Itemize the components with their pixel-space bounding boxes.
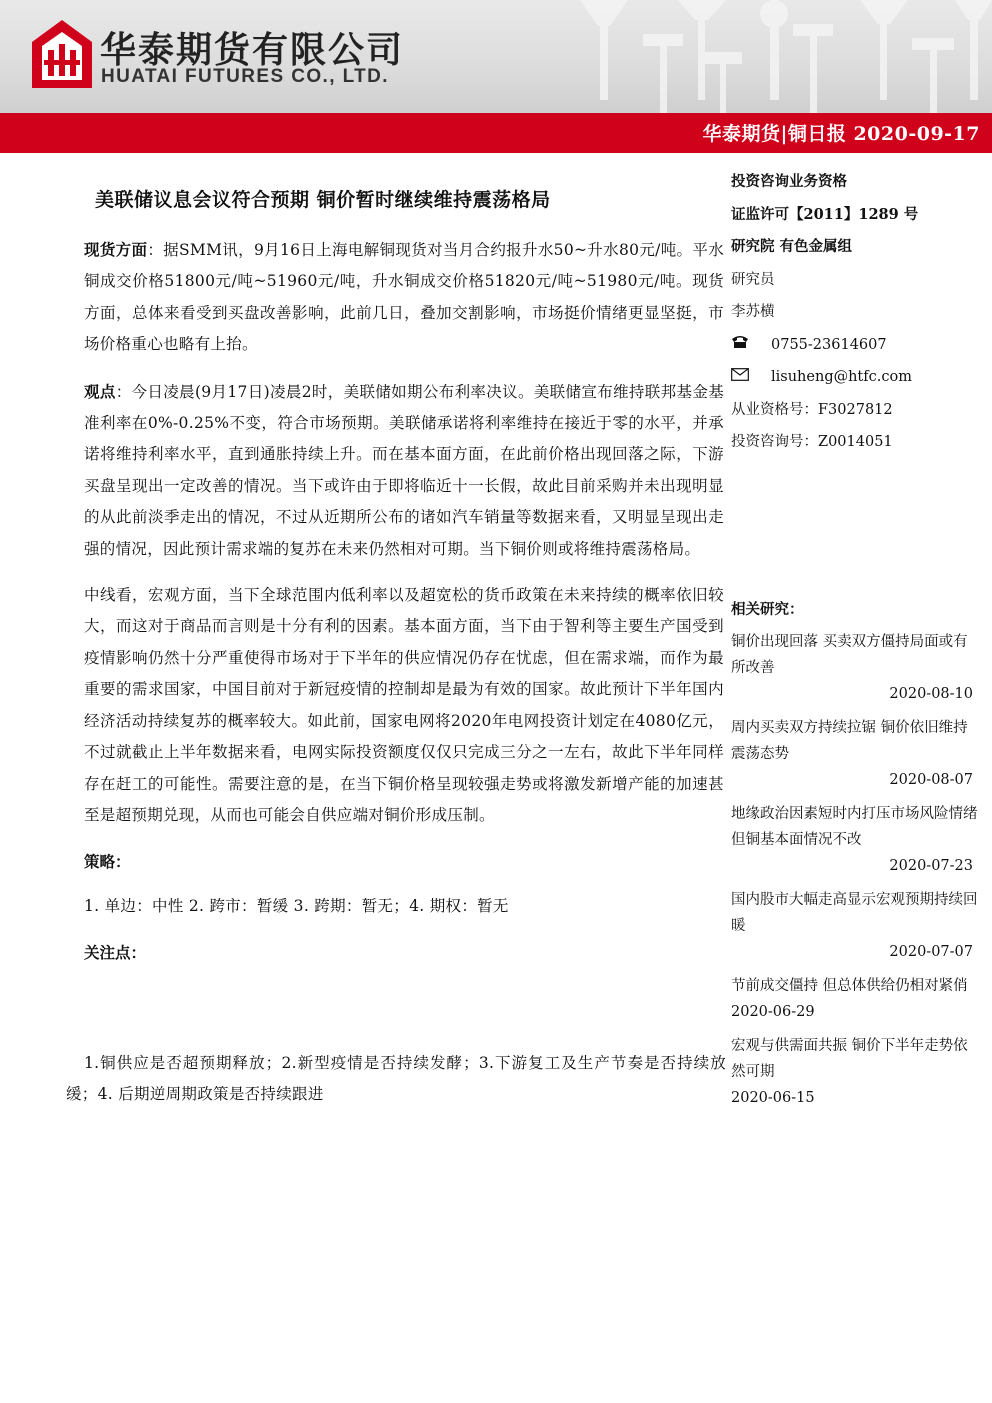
related-item-title[interactable]: 节前成交僵持 但总体供给仍相对紧俏 <box>731 978 968 994</box>
email-address[interactable]: lisuheng@htfc.com <box>771 369 912 385</box>
related-item[interactable] <box>731 715 981 793</box>
related-item-title[interactable]: 国内股市大幅走高显示宏观预期持续回暖 <box>731 892 978 934</box>
related-item-date: 2020-06-15 <box>731 1090 815 1106</box>
institute-name: 研究院 有色金属组 <box>731 238 853 255</box>
spot-text: ：据SMM讯，9月16日上海电解铜现货对当月合约报升水50~升水80元/吨。平水铜成交价格51800元/吨~51960元/吨，升水铜成交价格51820元/吨~51980元/吨。现货方面，总体来看受到买盘改善影响，此前几日，叠加交割影响，市场挺价情绪更显坚挺，市场价格重心也略有上抬。 <box>84 241 725 354</box>
license-number: 从业资格号：F3027812 <box>731 401 893 418</box>
page-header <box>0 0 992 113</box>
related-item-title[interactable]: 宏观与供需面共振 铜价下半年走势依然可期 <box>731 1038 968 1080</box>
related-item[interactable] <box>731 629 981 707</box>
phone-number: 0755-23614607 <box>771 336 887 353</box>
focus-block <box>66 1048 726 1111</box>
phone-icon <box>731 329 771 362</box>
sidebar <box>731 166 981 459</box>
spot-label: 现货方面 <box>84 240 148 259</box>
main-content <box>84 234 724 968</box>
strategy-text: 1. 单边：中性 2. 跨市：暂缓 3. 跨期：暂无；4. 期权：暂无 <box>84 897 509 916</box>
related-item[interactable] <box>731 801 981 879</box>
related-item-title[interactable]: 铜价出现回落 买卖双方僵持局面或有所改善 <box>731 634 968 676</box>
consult-number: 投资咨询号：Z0014051 <box>731 434 893 450</box>
view-label: 观点 <box>84 381 116 401</box>
focus-heading: 关注点： <box>84 942 147 962</box>
view-text: ：今日凌晨(9月17日)凌晨2时，美联储如期公布利率决议。美联储宣布维持联邦基金基准利率在0%-0.25%不变，符合市场预期。美联储承诺将利率维持在接近于零的水平，并承诺将维持利率水平，直到通胀持续上升。而在基本面方面，在此前价格出现回落之际，下游买盘呈现出一定改善的情况。当下或许由于即将临近十一长假，故此目前采购并未出现明显的从此前淡季走出的情况，不过从近期所公布的诸如汽车销量等数据来看，又明显呈现出走强的情况，因此预计需求端的复苏在未来仍然相对可期。当下铜价则或将维持震荡格局。 <box>84 382 724 558</box>
view-paragraph <box>84 376 724 565</box>
related-item-date: 2020-08-07 <box>889 772 973 788</box>
related-item-date: 2020-06-29 <box>731 1004 815 1020</box>
spot-paragraph <box>84 234 724 361</box>
company-name-cn: 华泰期货有限公司 <box>100 30 405 71</box>
analyst-role: 研究员 <box>731 271 775 288</box>
related-item-title[interactable]: 周内买卖双方持续拉锯 铜价依旧维持震荡态势 <box>731 720 968 762</box>
envelope-icon <box>731 361 771 394</box>
focus-text: 1.铜供应是否超预期释放；2.新型疫情是否持续发酵；3.下游复工及生产节奏是否持续放缓；4. 后期逆周期政策是否持续跟进 <box>66 1054 726 1104</box>
related-item[interactable] <box>731 973 981 1025</box>
related-item-date: 2020-07-23 <box>889 858 973 874</box>
related-heading: 相关研究： <box>731 601 804 618</box>
related-item-date: 2020-07-07 <box>889 944 973 960</box>
email-row <box>731 361 981 394</box>
qualification-line2: 证监许可【2011】1289 号 <box>731 205 919 223</box>
report-tag: 华泰期货|铜日报 2020-09-17 <box>702 123 980 145</box>
company-name-en: HUATAI FUTURES CO., LTD. <box>101 66 389 87</box>
phone-row <box>731 329 981 362</box>
midterm-paragraph: 中线看，宏观方面，当下全球范围内低利率以及超宽松的货币政策在未来持续的概率依旧较大，而这对于商品而言则是十分有利的因素。基本面方面，当下由于智利等主要生产国受到疫情影响仍然十分严重使得市场对于下半年的供应情况仍存在忧虑，但在需求端，而作为最重要的需求国家，中国目前对于新冠疫情的控制却是最为有效的国家。故此预计下半年国内经济活动持续复苏的概率较大。如此前，国家电网将2020年电网投资计划定在4080亿元，不过就截止上半年数据来看，电网实际投资额度仅仅只完成三分之一左右，故此下半年同样存在赶工的可能性。需要注意的是，在当下铜价格呈现较强走势或将激发新增产能的加速甚至是超预期兑现，从而也可能会自供应端对铜价形成压制。 <box>84 586 724 824</box>
related-item[interactable] <box>731 1033 981 1111</box>
huatai-logo <box>32 20 92 88</box>
header-decoration <box>560 0 992 113</box>
qualification-line1: 投资咨询业务资格 <box>731 173 847 190</box>
related-item[interactable] <box>731 887 981 965</box>
analyst-name: 李苏横 <box>731 304 775 320</box>
related-item-date: 2020-08-10 <box>889 686 973 702</box>
related-item-title[interactable]: 地缘政治因素短时内打压市场风险情绪 但铜基本面情况不改 <box>731 806 978 848</box>
related-research <box>731 597 981 1119</box>
strategy-heading: 策略： <box>84 852 131 872</box>
report-title: 美联储议息会议符合预期 铜价暂时继续维持震荡格局 <box>95 189 551 211</box>
